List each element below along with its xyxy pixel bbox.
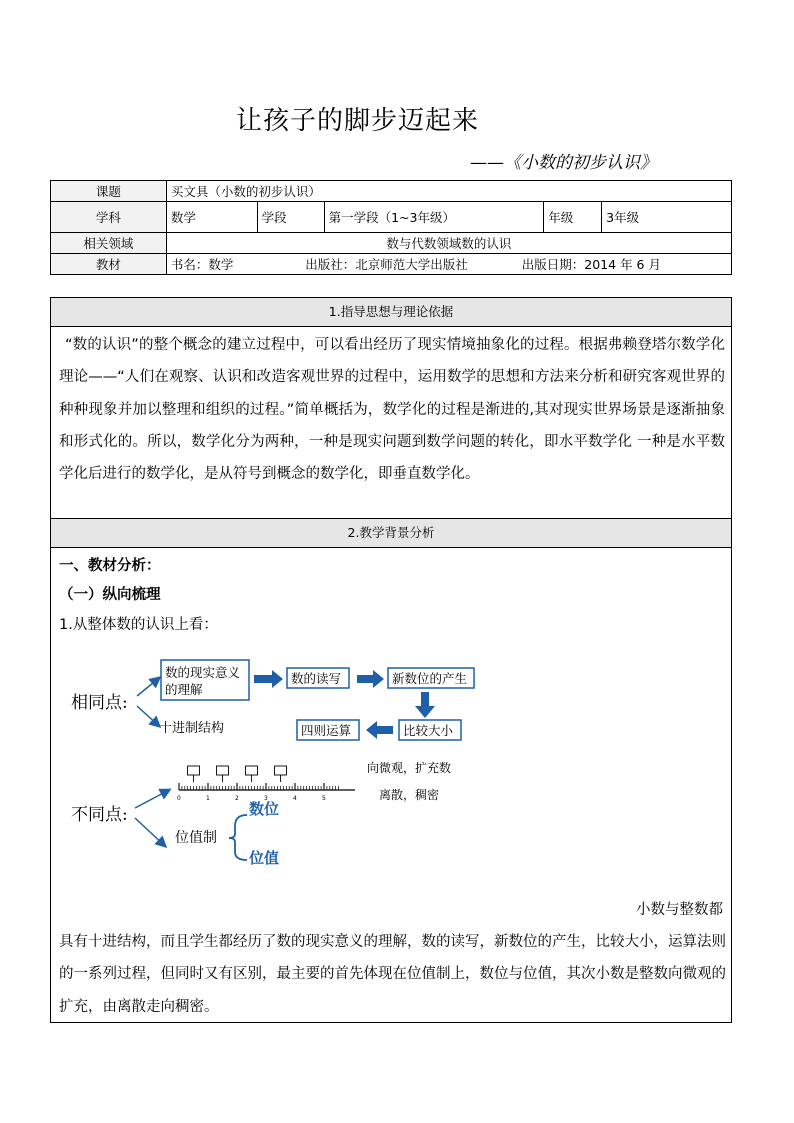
- info-row-topic: [51, 181, 732, 202]
- stage-value: 第一学段（1~3年级）: [324, 202, 544, 233]
- arrow-right-1: [254, 670, 283, 688]
- place-value-label: 位值: [249, 849, 280, 867]
- page-title: 让孩子的脚步迈起来: [236, 106, 480, 136]
- stage-label: 学段: [257, 202, 324, 233]
- ruler-flag: [246, 766, 258, 775]
- section1-body: “数的认识”的整个概念的建立过程中，可以看出经历了现实情境抽象化的过程。根据弗赖登塔尔数学化理论——“人们在观察、认识和改造客观世界的过程中，运用数学的思想和方法来分析和研究客观世界的种种现象并加以整理和组织的过程。”简单概括为，数学化的过程是渐进的,其对现实世界场景是逐渐抽象和形式化的。所以，数学化分为两种，一种是现实问题到数学问题的转化，即水平数学化 一种是水平数学化后进行的数学化，是从符号到概念的数学化，即垂直数学化。: [59, 337, 725, 483]
- note-line2: 离散，稠密: [379, 788, 440, 802]
- ruler-tick-label: 0: [177, 795, 181, 802]
- content-box: [50, 297, 732, 1023]
- arrow-left: [366, 721, 393, 739]
- box-real-meaning-line2: 的理解: [165, 682, 203, 697]
- pub-date: 出版日期：2014 年 6 月: [521, 257, 661, 272]
- ruler-tick-label: 5: [322, 795, 326, 802]
- section2-header: 2.教学背景分析: [51, 518, 731, 548]
- subject-value: 数学: [166, 202, 257, 233]
- heading-whole-number: 1.从整体数的认识上看：: [59, 617, 218, 633]
- same-label: 相同点:: [71, 693, 128, 713]
- topic-label: 课题: [51, 181, 167, 202]
- field-value: 数与代数领域数的认识: [166, 233, 731, 254]
- box-read-write-text: 数的读写: [291, 671, 342, 686]
- textbook-label: 教材: [51, 254, 167, 275]
- note-line1: 向微观，扩充数: [367, 761, 452, 775]
- decimal-structure: 十进制结构: [159, 721, 225, 736]
- place-value-system: 位值制: [175, 830, 217, 846]
- conclusion-rest: 具有十进结构，而且学生都经历了数的现实意义的理解，数的读写，新数位的产生，比较大小，运算法则的一系列过程，但同时又有区别，最主要的首先体现在位值制上，数位与位值，其次小数是整数向微观的扩充，由离散走向稠密。: [59, 934, 726, 1015]
- ruler-tick-label: 4: [293, 795, 297, 802]
- section1-header: 1.指导思想与理论依据: [51, 298, 731, 327]
- digit-label: 数位: [249, 800, 280, 818]
- ruler-tick-label: 2: [235, 795, 239, 802]
- comparison-diagram: [51, 648, 731, 878]
- publisher: 出版社：北京师范大学出版社: [305, 257, 468, 272]
- arrow-right-2: [357, 670, 384, 688]
- ruler-flag: [275, 766, 287, 775]
- info-row-field: [51, 233, 732, 254]
- grade-label: 年级: [544, 202, 602, 233]
- number-ruler: [177, 766, 355, 802]
- topic-value: 买文具（小数的初步认识）: [166, 181, 731, 202]
- box-compare-text: 比较大小: [403, 723, 454, 738]
- page-subtitle: ——《小数的初步认识》: [470, 153, 657, 173]
- subject-label: 学科: [51, 202, 167, 233]
- box-new-digit-text: 新数位的产生: [392, 671, 468, 686]
- branch-line-up: [137, 678, 159, 696]
- info-row-subject: [51, 202, 732, 233]
- ruler-tick-label: 3: [264, 795, 268, 802]
- info-table: [50, 180, 732, 275]
- field-label: 相关领域: [51, 233, 167, 254]
- grade-value: 3年级: [602, 202, 732, 233]
- box-real-meaning-line1: 数的现实意义: [165, 665, 241, 680]
- ruler-flag: [217, 766, 229, 775]
- heading-textbook-analysis: 一、教材分析：: [59, 558, 161, 574]
- info-row-textbook: [51, 254, 732, 275]
- conclusion-first: 小数与整数都: [636, 902, 723, 918]
- branch-line-place: [135, 818, 165, 846]
- textbook-value: [166, 254, 731, 275]
- box-four-ops-text: 四则运算: [301, 723, 352, 738]
- book-name: 书名：数学: [170, 257, 234, 272]
- brace: [229, 815, 247, 860]
- ruler-tick-label: 1: [206, 795, 210, 802]
- diff-label: 不同点:: [71, 805, 128, 825]
- heading-vertical-review: （一）纵向梳理: [59, 587, 161, 603]
- branch-line-down: [137, 706, 159, 726]
- branch-line-ruler: [135, 790, 169, 808]
- arrow-down: [415, 692, 435, 718]
- ruler-flag: [188, 766, 200, 775]
